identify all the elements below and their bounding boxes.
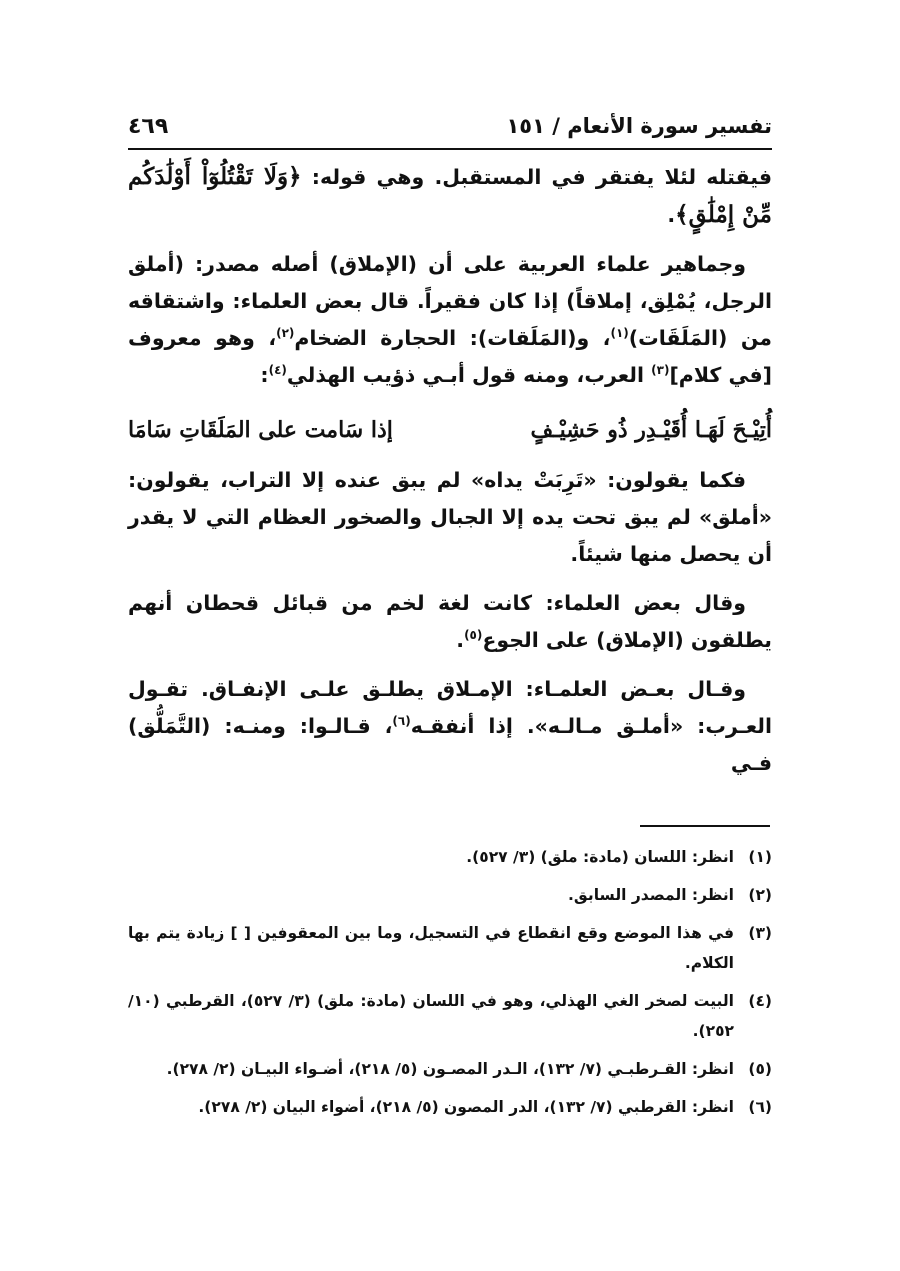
footnote-3 — [128, 918, 772, 978]
footnote-number: (١) — [748, 848, 772, 866]
footnote-text: انظر: القـرطبـي (٧/ ١٣٢)، الـدر المصـون (٥/ ٢١٨)، أضـواء البيـان (٢/ ٢٧٨). — [166, 1060, 734, 1078]
header-title: تفسير سورة الأنعام / ١٥١ — [506, 114, 772, 138]
footnote-number: (٤) — [748, 992, 772, 1010]
footnote-text: في هذا الموضع وقع انقطاع في التسجيل، وما بين المعقوفين [ ] زيادة يتم بها الكلام. — [128, 924, 734, 972]
paragraph-4-part-b: . — [456, 628, 465, 652]
footnote-ref-3[interactable]: (٣) — [651, 363, 670, 378]
header-rule — [128, 148, 772, 150]
footnotes — [128, 842, 772, 1130]
paragraph-2 — [128, 246, 772, 394]
page-number: ٤٦٩ — [128, 113, 169, 139]
running-header — [128, 108, 772, 144]
footnote-number: (٣) — [748, 924, 772, 942]
paragraph-3 — [128, 462, 772, 573]
paragraph-2-part-b: ، و(المَلَقات): الحجارة الضخام — [294, 326, 611, 350]
footnote-text: انظر: القرطبي (٧/ ١٣٢)، الدر المصون (٥/ ٢١٨)، أضواء البيان (٢/ ٢٧٨). — [198, 1098, 734, 1116]
footnote-number: (٥) — [748, 1060, 772, 1078]
verse-second-hemistich: إذا سَامت على المَلَقَاتِ سَامَا — [128, 417, 393, 443]
footnote-text: البيت لصخر الغي الهذلي، وهو في اللسان (مادة: ملق) (٣/ ٥٢٧)، القرطبي (١٠/ ٢٥٢). — [128, 992, 734, 1040]
paragraph-2-part-c: ، وهو معروف [في كلام] — [128, 326, 772, 387]
paragraph-3-text: فكما يقولون: «تَرِبَتْ يداه» لم يبق عنده إلا التراب، يقولون: «أملق» لم يبق تحت يده إلا الجبال والصخور العظام التي لا يقدر أن يحصل منها شيئاً. — [128, 468, 772, 566]
paragraph-5-part-b: ، قـالـوا: ومنـه: (التَّمَلُّق) فـي — [128, 714, 772, 775]
quran-verse: ﴿وَلَا تَقْتُلُوٓاْ أَوْلَٰدَكُم مِّنْ إِمْلَٰقٍ﴾ — [128, 163, 772, 228]
footnote-ref-5[interactable]: (٥) — [464, 628, 483, 643]
footnote-number: (٦) — [748, 1098, 772, 1116]
paragraph-4 — [128, 585, 772, 659]
poetry-verse — [128, 406, 772, 454]
footnote-5 — [128, 1054, 772, 1084]
footnote-text: انظر: المصدر السابق. — [568, 886, 734, 904]
paragraph-2-part-a: وجماهير علماء العربية على أن (الإملاق) أصله مصدر: (أملق الرجل، يُمْلِق، إملاقاً) إذا كان فقيراً. قال بعض العلماء: واشتقاقه من (المَلَقَات) — [128, 252, 772, 350]
paragraph-1 — [128, 158, 772, 234]
paragraph-2-part-d: العرب، ومنه قول أبـي ذؤيب الهذلي — [286, 363, 652, 387]
paragraph-2-part-e: : — [260, 363, 269, 387]
footnote-separator — [640, 825, 770, 827]
footnote-number: (٢) — [748, 886, 772, 904]
paragraph-1-end: . — [667, 203, 676, 227]
verse-first-hemistich: أُتِيْـحَ لَهَـا أُقَيْـدِر ذُو حَشِيْـفٍ — [530, 417, 772, 443]
footnote-ref-6[interactable]: (٦) — [392, 714, 411, 729]
paragraph-1-text: فيقتله لئلا يفتقر في المستقبل. وهي قوله: — [311, 165, 772, 189]
footnote-2 — [128, 880, 772, 910]
footnote-text: انظر: اللسان (مادة: ملق) (٣/ ٥٢٧). — [466, 848, 734, 866]
footnote-ref-1[interactable]: (١) — [610, 326, 629, 341]
paragraph-5 — [128, 671, 772, 782]
footnote-ref-4[interactable]: (٤) — [268, 363, 287, 378]
paragraph-5-part-a: وقـال بعـض العلمـاء: الإمـلاق يطلـق علـى الإنفـاق. تقـول العـرب: «أملـق مـالـه». إذا أنفقـه — [128, 677, 773, 738]
footnote-4 — [128, 986, 772, 1046]
footnote-1 — [128, 842, 772, 872]
footnote-ref-2[interactable]: (٢) — [276, 326, 295, 341]
main-text — [128, 158, 772, 794]
footnote-6 — [128, 1092, 772, 1122]
paragraph-4-part-a: وقال بعض العلماء: كانت لغة لخم من قبائل قحطان أنهم يطلقون (الإملاق) على الجوع — [128, 591, 772, 652]
